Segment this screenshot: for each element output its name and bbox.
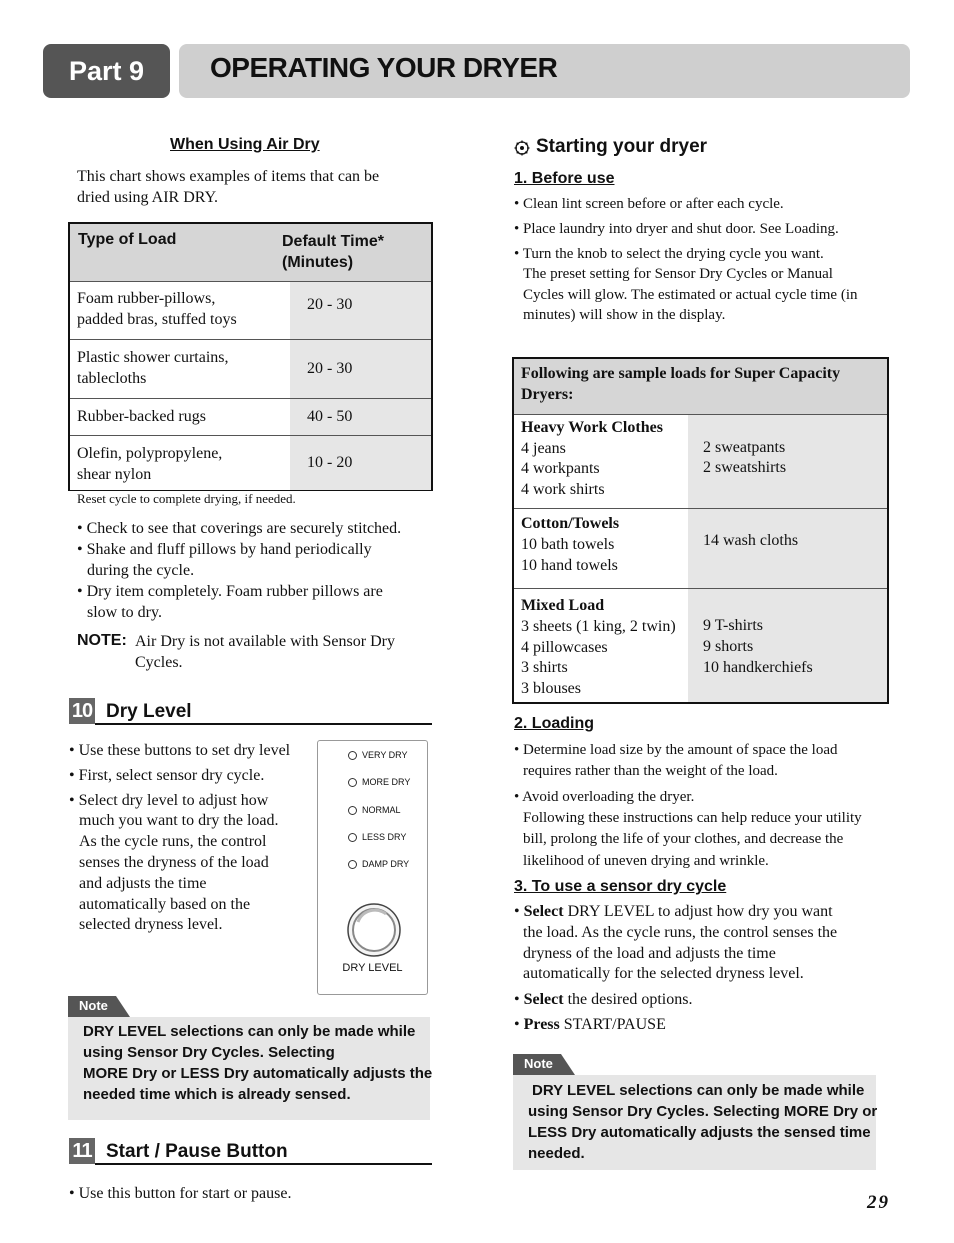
load-type: Rubber-backed rugs <box>77 408 206 425</box>
bullet-2: • Shake and fluff pillows by hand periodically <box>77 541 372 558</box>
note-line-1: Air Dry is not available with Sensor Dry <box>135 633 395 650</box>
dry-level-line: • Use these buttons to set dry level <box>69 742 291 759</box>
load-type: Plastic shower curtains, <box>77 349 229 366</box>
sample-table-header <box>514 359 887 415</box>
table-row <box>70 398 431 436</box>
dry-level-button[interactable] <box>346 902 402 958</box>
air-dry-intro-2: dried using AIR DRY. <box>77 189 219 206</box>
group-title: Heavy Work Clothes <box>521 419 663 436</box>
load-type: Olefin, polypropylene, <box>77 445 223 462</box>
dry-level-line: and adjusts the time <box>79 874 207 892</box>
load-time: 20 - 30 <box>307 360 353 377</box>
sensor-heading: 3. To use a sensor dry cycle <box>514 878 727 895</box>
table-row: Cotton/Towels 10 bath towels 10 hand towels 14 wash cloths <box>514 509 887 589</box>
dry-level-line: As the cycle runs, the control <box>79 833 267 851</box>
section-11-badge: 11 <box>69 1138 95 1164</box>
dry-level-line: much you want to dry the load. <box>79 812 279 830</box>
load-time: 40 - 50 <box>307 408 353 425</box>
bullet-3: • Dry item completely. Foam rubber pillows are <box>77 583 383 600</box>
bullet-1: • Check to see that coverings are securely stitched. <box>77 520 402 537</box>
group-title: Cotton/Towels <box>521 515 620 532</box>
note-tab-label: Note <box>524 1056 553 1071</box>
note-tab-label: Note <box>79 998 108 1013</box>
option-less-dry[interactable]: LESS DRY <box>362 832 407 842</box>
air-dry-heading: When Using Air Dry <box>170 136 320 153</box>
sample-table-header-1: Following are sample loads for Super Capacity <box>521 365 841 382</box>
led-more-dry[interactable] <box>348 778 357 787</box>
table-row <box>70 281 431 340</box>
air-dry-intro-1: This chart shows examples of items that can be <box>77 168 380 185</box>
led-very-dry[interactable] <box>348 751 357 760</box>
loading-heading: 2. Loading <box>514 715 594 732</box>
dry-level-line: • First, select sensor dry cycle. <box>69 766 265 784</box>
section-rule <box>95 1163 432 1165</box>
option-very-dry[interactable]: VERY DRY <box>362 750 408 760</box>
table-header <box>70 224 431 281</box>
load-type: tablecloths <box>77 370 147 387</box>
table-footnote: Reset cycle to complete drying, if needed. <box>77 491 296 506</box>
col-default-time-2: (Minutes) <box>282 254 354 271</box>
option-more-dry[interactable]: MORE DRY <box>362 777 411 787</box>
dry-level-line: selected dryness level. <box>79 916 223 934</box>
led-normal[interactable] <box>348 806 357 815</box>
load-type: padded bras, stuffed toys <box>77 311 237 328</box>
dry-level-line: senses the dryness of the load <box>79 853 269 871</box>
air-dry-table <box>68 222 433 491</box>
group-title: Mixed Load <box>521 597 605 614</box>
page-number: 29 <box>867 1192 890 1213</box>
sensor-note-text: DRY LEVEL selections can only be made while using Sensor Dry Cycles. Selecting MORE Dry or LESS Dry automatically adjusts the sensed time needed. <box>528 1082 878 1162</box>
bullet-2-cont: during the cycle. <box>87 562 195 579</box>
bullet-3-cont: slow to dry. <box>87 604 162 621</box>
col-type-of-load: Type of Load <box>78 231 177 248</box>
starting-dryer-title: Starting your dryer <box>536 136 708 157</box>
load-type: shear nylon <box>77 466 152 483</box>
dry-level-title: Dry Level <box>106 701 192 722</box>
dry-level-line: • Select dry level to adjust how <box>69 791 269 809</box>
load-time: 20 - 30 <box>307 296 353 313</box>
dry-level-line: automatically based on the <box>79 895 251 913</box>
note-label: NOTE: <box>77 632 127 649</box>
gear-bullet-icon <box>514 140 530 156</box>
sample-loads-table <box>512 357 889 704</box>
dry-level-note-text: DRY LEVEL selections can only be made while using Sensor Dry Cycles. Selecting MORE Dry or LESS Dry automatically adjusts the needed time which is already sensed. <box>83 1023 433 1103</box>
sensor-text: • Select DRY LEVEL to adjust how dry you want the load. As the cycle runs, the control senses the dryness of the load and adjusts the time automatically for the selected dryness level. • Select the desired options. • Press START/PAUSE <box>514 903 838 1033</box>
note-line-2: Cycles. <box>135 654 183 671</box>
section-10-badge: 10 <box>69 698 95 724</box>
dry-level-text <box>69 741 290 936</box>
loading-text: • Determine load size by the amount of space the load requires rather than the weight of the load. • Avoid overloading the dryer. Following these instructions can help reduce your utility bill, prolong the life of your clothes, and decrease the likelihood of uneven drying and wrinkle. <box>514 742 862 869</box>
sample-table-header-2: Dryers: <box>521 386 574 403</box>
led-less-dry[interactable] <box>348 833 357 842</box>
col-default-time-1: Default Time* <box>282 233 384 250</box>
air-dry-bullets <box>77 518 401 623</box>
section-rule <box>95 723 432 725</box>
option-damp-dry[interactable]: DAMP DRY <box>362 859 410 869</box>
before-use-text: • Clean lint screen before or after each cycle. • Place laundry into dryer and shut door. See Loading. • Turn the knob to select the drying cycle you want. The preset setting for Sensor Dry Cycles or Manual Cycles will glow. The estimated or actual cycle time (in minutes) will show in the display. <box>514 196 858 323</box>
start-pause-title: Start / Pause Button <box>106 1141 288 1162</box>
load-time: 10 - 20 <box>307 454 353 471</box>
before-use-heading: 1. Before use <box>514 170 615 187</box>
dry-level-button-label: DRY LEVEL <box>342 962 403 974</box>
page-title: OPERATING YOUR DRYER <box>210 52 558 83</box>
dry-level-panel <box>317 740 428 995</box>
part-tab: Part 9 <box>43 44 170 98</box>
table-row: Heavy Work Clothes 4 jeans 4 workpants 4 work shirts 2 sweatpants 2 sweatshirts <box>514 415 887 509</box>
table-row <box>70 339 431 399</box>
led-damp-dry[interactable] <box>348 860 357 869</box>
table-row <box>70 435 431 490</box>
load-type: Foam rubber-pillows, <box>77 290 216 307</box>
table-row: Mixed Load 3 sheets (1 king, 2 twin) 4 pillowcases 3 shirts 3 blouses 9 T-shirts 9 shorts 10 handkerchiefs <box>514 589 887 702</box>
col-default-time <box>282 231 384 273</box>
start-pause-bullet: • Use this button for start or pause. <box>69 1185 292 1202</box>
option-normal[interactable]: NORMAL <box>362 805 401 815</box>
